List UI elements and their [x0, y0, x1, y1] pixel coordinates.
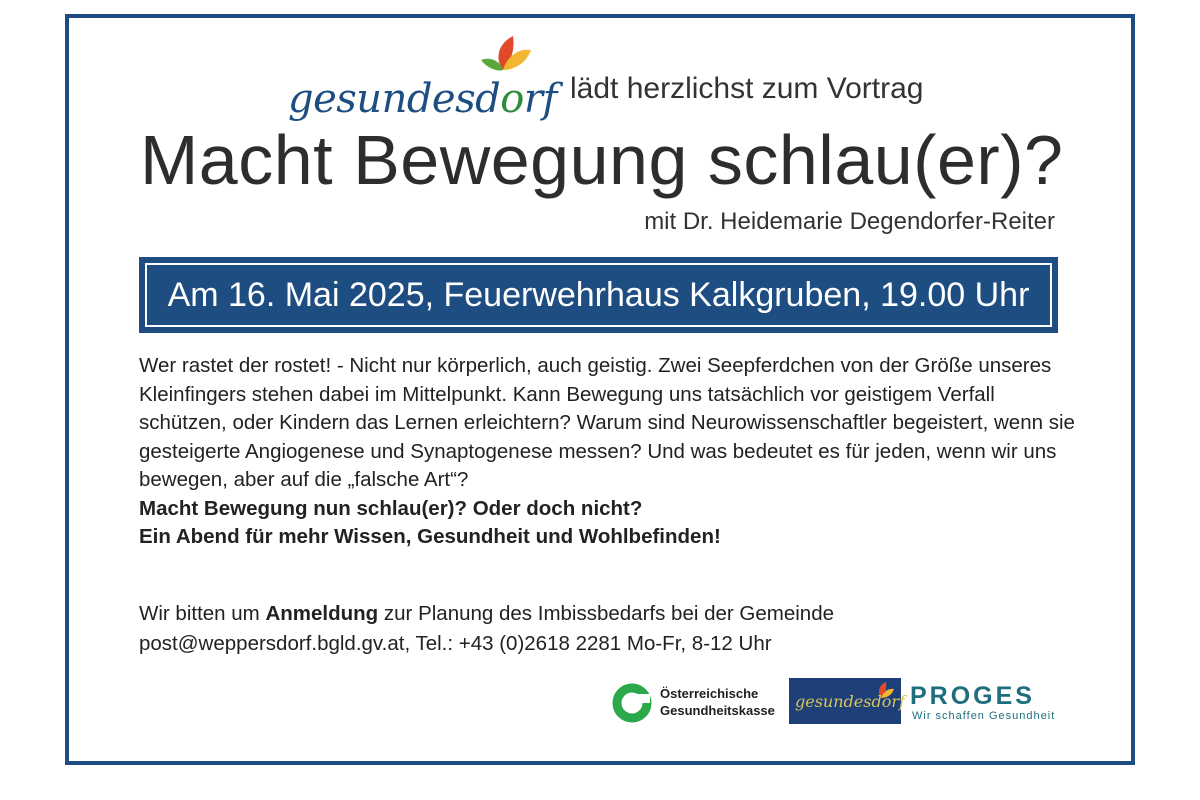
gesundesdorf-logo [288, 36, 558, 122]
date-banner [139, 257, 1058, 333]
header [288, 36, 968, 122]
description [139, 352, 1079, 552]
description-bold-line-2: Ein Abend für mehr Wissen, Gesundheit und Wohlbefinden! [139, 525, 721, 548]
oegk-text [660, 685, 775, 719]
contact-line: post@weppersdorf.bgld.gv.at, Tel.: +43 (0)2618 2281 Mo-Fr, 8-12 Uhr [139, 632, 772, 655]
proges-tagline: Wir schaffen Gesundheit [912, 710, 1056, 722]
oegk-icon [612, 683, 652, 723]
registration-line [139, 599, 1039, 629]
registration-bold: Anmeldung [265, 602, 379, 625]
proges-word: PROGES [910, 682, 1035, 710]
sponsor-logos [612, 680, 1056, 730]
page-title: Macht Bewegung schlau(er)? [140, 121, 1064, 199]
registration-suffix: zur Planung des Imbissbedarfs bei der Gemeinde [378, 602, 835, 625]
brand-wordmark [288, 76, 557, 122]
gesundesdorf-small-logo [789, 678, 905, 724]
date-banner-text: Am 16. Mai 2025, Feuerwehrhaus Kalkgruben, 19.00 Uhr [145, 263, 1052, 327]
description-bold-line-1: Macht Bewegung nun schlau(er)? Oder doch nicht? [139, 496, 643, 520]
invite-text: lädt herzlichst zum Vortrag [570, 72, 924, 105]
brand-part-1: gesundesd [288, 76, 501, 122]
oegk-line-1: Österreichische [660, 686, 759, 701]
oegk-logo [612, 680, 782, 726]
registration-note [139, 599, 1039, 659]
brand-part-2: o [500, 76, 524, 122]
leaf-icon [473, 30, 553, 80]
description-paragraph: Wer rastet der rostet! - Nicht nur körperlich, auch geistig. Zwei Seepferdchen von der Größe unseres Kleinfingers stehen dabei im Mittelpunkt. Kann Bewegung uns tatsächlich vor geistigem Verfall schützen, oder Kindern das Lernen erleichtern? Warum sind Neurowissenschaftler begeistert, wenn sie gesteigerte Angiogenese und Synaptogenese messen? Und was bedeutet es für jeden, wenn wir uns bewegen, aber auf die „falsche Art“? [139, 354, 1075, 491]
brand-part-3: rf [523, 76, 557, 122]
speaker-line: mit Dr. Heidemarie Degendorfer-Reiter [644, 208, 1055, 235]
oegk-line-2: Gesundheitskasse [660, 703, 775, 718]
proges-logo [910, 682, 1060, 728]
registration-prefix: Wir bitten um [139, 602, 266, 625]
gesundesdorf-small-word: gesundesdorf [795, 692, 905, 711]
